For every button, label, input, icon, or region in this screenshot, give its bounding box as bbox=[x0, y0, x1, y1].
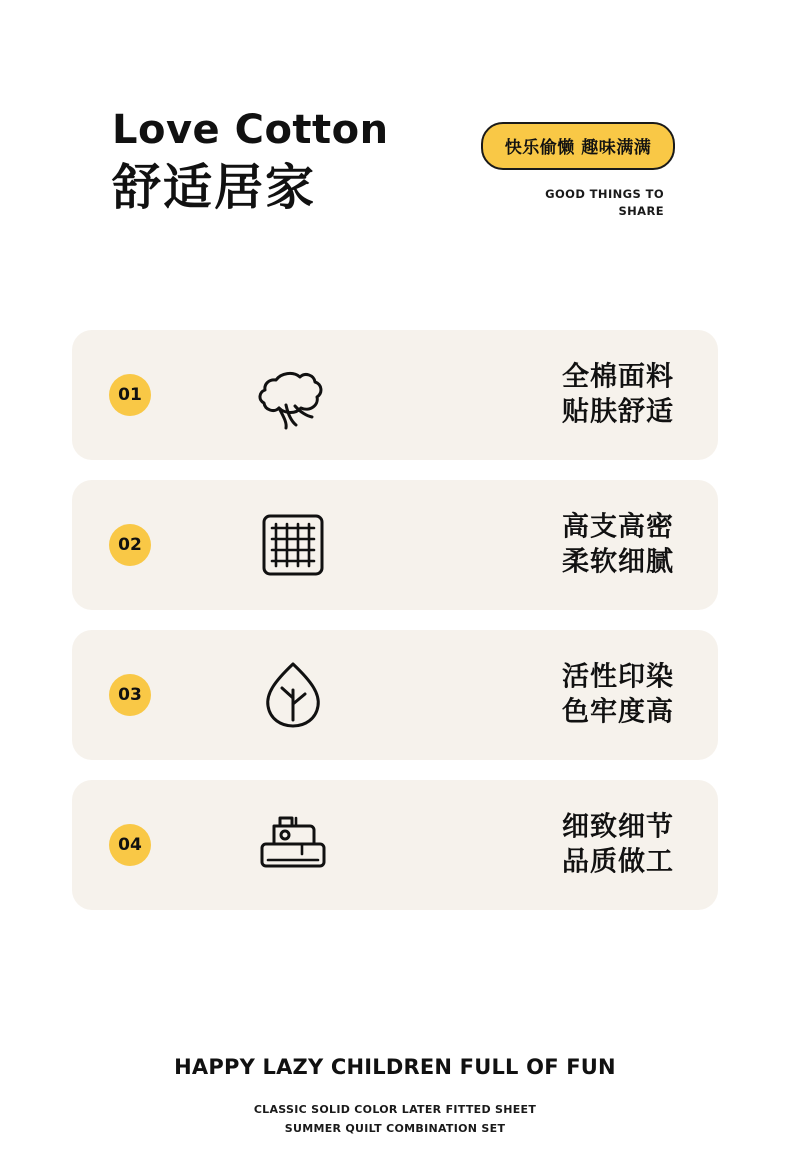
brand-title-en: Love Cotton bbox=[112, 107, 389, 153]
feature-text-line-1: 活性印染 bbox=[562, 661, 674, 693]
feature-card bbox=[72, 780, 718, 910]
feature-text-line-2: 柔软细腻 bbox=[562, 546, 674, 577]
footer-headline: HAPPY LAZY CHILDREN FULL OF FUN bbox=[174, 1055, 616, 1079]
feature-number-badge: 04 bbox=[109, 824, 151, 866]
footer-subtitle-line-2: SUMMER QUILT COMBINATION SET bbox=[284, 1121, 506, 1135]
feature-text-line-1: 高支高密 bbox=[562, 511, 674, 543]
badge-subtitle-line-1: GOOD THINGS TO bbox=[545, 187, 664, 201]
page-header bbox=[0, 108, 790, 258]
feature-card bbox=[72, 480, 718, 610]
feature-card bbox=[72, 630, 718, 760]
feature-text-line-1: 全棉面料 bbox=[562, 361, 674, 393]
fabric-weave-grid-icon bbox=[252, 504, 334, 586]
feature-text bbox=[562, 510, 674, 579]
feature-card-list bbox=[72, 330, 718, 930]
feature-text bbox=[562, 660, 674, 729]
badge-subtitle-line-2: SHARE bbox=[618, 203, 664, 218]
page-footer bbox=[0, 1055, 790, 1138]
feature-card bbox=[72, 330, 718, 460]
footer-subtitle bbox=[0, 1101, 790, 1138]
badge-subtitle bbox=[468, 186, 688, 219]
feature-text-line-2: 贴肤舒适 bbox=[562, 396, 674, 427]
feature-number-badge: 01 bbox=[109, 374, 151, 416]
feature-text-line-2: 色牢度高 bbox=[562, 696, 674, 727]
badge-block bbox=[468, 122, 688, 219]
feature-text-line-1: 细致细节 bbox=[562, 811, 674, 843]
feature-number-badge: 03 bbox=[109, 674, 151, 716]
cotton-boll-icon bbox=[252, 354, 334, 436]
feature-text bbox=[562, 810, 674, 879]
sewing-machine-icon bbox=[252, 804, 334, 886]
feature-number-badge: 02 bbox=[109, 524, 151, 566]
footer-subtitle-line-1: CLASSIC SOLID COLOR LATER FITTED SHEET bbox=[253, 1103, 537, 1116]
brand-block bbox=[112, 108, 389, 216]
brand-title-cn: 舒适居家 bbox=[112, 159, 317, 216]
feature-text-line-2: 品质做工 bbox=[562, 846, 674, 877]
feature-text bbox=[562, 360, 674, 429]
leaf-eco-dye-icon bbox=[252, 654, 334, 736]
slogan-pill: 快乐偷懒 趣味满满 bbox=[481, 122, 675, 170]
